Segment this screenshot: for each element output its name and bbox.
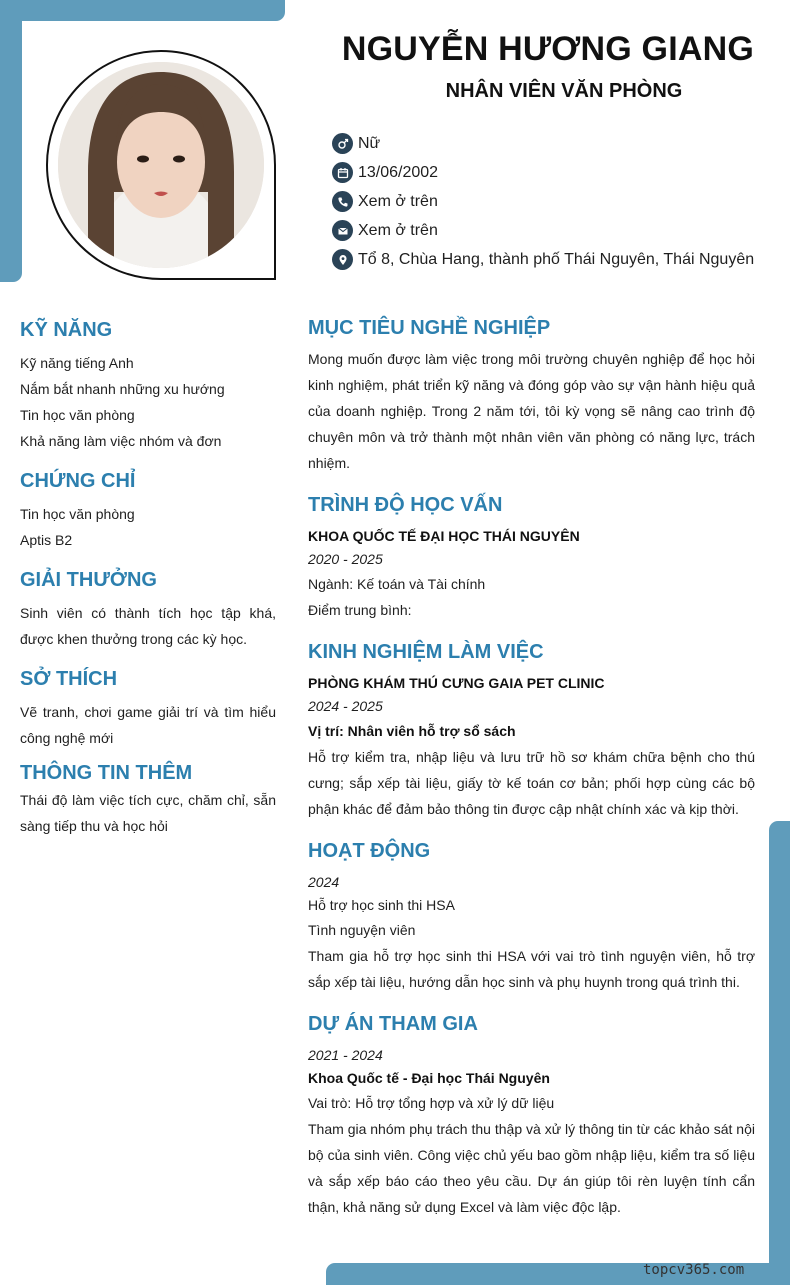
activity-role: Tình nguyện viên (308, 922, 416, 938)
awards-text: Sinh viên có thành tích học tập khá, được khen thưởng trong các kỳ học. (20, 605, 276, 647)
phone-icon (332, 191, 353, 212)
project-text: Tham gia nhóm phụ trách thu thập và xử lý thông tin từ các khảo sát nội bộ của sinh viên. Công việc chủ yếu bao gồm nhập liệu, kiểm tra số liệu và sắp xếp báo cáo theo yêu cầu. Dự án giúp tôi rèn luyện tính cẩn thận, khả năng sử dụng Excel và làm việc độc lập. (308, 1121, 755, 1215)
education-heading: TRÌNH ĐỘ HỌC VẤN (308, 494, 503, 516)
project-period: 2021 - 2024 (308, 1047, 383, 1063)
watermark: topcv365.com (643, 1262, 745, 1278)
contact-phone (332, 187, 754, 216)
skills-heading: KỸ NĂNG (20, 319, 113, 341)
address-text: Tổ 8, Chùa Hang, thành phố Thái Nguyên, Thái Nguyên (358, 250, 755, 268)
birthday-text: 13/06/2002 (358, 163, 439, 181)
experience-text: Hỗ trợ kiểm tra, nhập liệu và lưu trữ hồ sơ khám chữa bệnh cho thú cưng; sắp xếp tài liệu, giấy tờ kế toán cơ bản; phối hợp cùng các bộ phận khác để đảm bảo thông tin được cập nhật chính xác và kịp thời. (308, 749, 755, 817)
job-title: NHÂN VIÊN VĂN PHÒNG (445, 80, 683, 102)
gender-icon (332, 133, 353, 154)
projects-heading: DỰ ÁN THAM GIA (308, 1013, 478, 1035)
right-accent-bar (769, 821, 790, 1285)
contact-list (332, 129, 754, 274)
hobbies-text: Vẽ tranh, chơi game giải trí và tìm hiểu công nghệ mới (20, 704, 276, 746)
candidate-name: NGUYỄN HƯƠNG GIANG (341, 30, 754, 68)
certificate-item: Tin học văn phòng (20, 506, 135, 522)
skill-item: Nắm bắt nhanh những xu hướng (20, 381, 225, 397)
calendar-icon (332, 162, 353, 183)
objective-text: Mong muốn được làm việc trong môi trường chuyên nghiệp để học hỏi kinh nghiệm, phát triển kỹ năng và đóng góp vào sự vận hành hiệu quả của doanh nghiệp. Trong 2 năm tới, tôi kỳ vọng sẽ nâng cao trình độ chuyên môn và trở thành một nhân viên văn phòng có năng lực, trách nhiệm. (308, 351, 755, 471)
activity-text: Tham gia hỗ trợ học sinh thi HSA với vai trò tình nguyện viên, hỗ trợ sắp xếp tài liệu, hướng dẫn học sinh và phụ huynh trong quá trình thi. (308, 948, 755, 990)
top-accent-bar (0, 0, 285, 21)
skill-item: Khả năng làm việc nhóm và đơn (20, 433, 222, 449)
project-role: Vai trò: Hỗ trợ tổng hợp và xử lý dữ liệu (308, 1095, 555, 1111)
gender-text: Nữ (358, 134, 381, 152)
certificates-heading: CHỨNG CHỈ (20, 470, 136, 492)
hobbies-heading: SỞ THÍCH (20, 668, 118, 690)
education-period: 2020 - 2025 (308, 551, 383, 567)
education-major: Ngành: Kế toán và Tài chính (308, 576, 486, 592)
objective-heading: MỤC TIÊU NGHỀ NGHIỆP (308, 317, 551, 339)
portrait-illustration (58, 62, 264, 268)
activity-name: Hỗ trợ học sinh thi HSA (308, 897, 455, 913)
phone-text: Xem ở trên (358, 192, 438, 210)
awards-heading: GIẢI THƯỞNG (20, 569, 157, 591)
experience-company: PHÒNG KHÁM THÚ CƯNG GAIA PET CLINIC (308, 675, 605, 691)
contact-address (332, 245, 754, 274)
activities-heading: HOẠT ĐỘNG (308, 840, 431, 862)
experience-heading: KINH NGHIỆM LÀM VIỆC (308, 641, 544, 663)
profile-photo (58, 62, 264, 268)
project-org: Khoa Quốc tế - Đại học Thái Nguyên (308, 1070, 550, 1086)
contact-birthday (332, 158, 754, 187)
experience-period: 2024 - 2025 (308, 698, 383, 714)
mail-icon (332, 220, 353, 241)
education-gpa: Điểm trung bình: (308, 602, 412, 618)
contact-email (332, 216, 754, 245)
extra-info-heading: THÔNG TIN THÊM (20, 762, 193, 784)
left-accent-bar (0, 0, 22, 282)
skill-item: Kỹ năng tiếng Anh (20, 355, 134, 371)
experience-position: Vị trí: Nhân viên hỗ trợ sổ sách (308, 723, 516, 739)
education-school: KHOA QUỐC TẾ ĐẠI HỌC THÁI NGUYÊN (308, 528, 580, 544)
skill-item: Tin học văn phòng (20, 407, 135, 423)
email-text: Xem ở trên (358, 221, 438, 239)
location-icon (332, 249, 353, 270)
extra-info-text: Thái độ làm việc tích cực, chăm chỉ, sẵn sàng tiếp thu và học hỏi (20, 792, 276, 834)
certificate-item: Aptis B2 (20, 532, 73, 548)
contact-gender (332, 129, 754, 158)
activity-year: 2024 (308, 874, 340, 890)
